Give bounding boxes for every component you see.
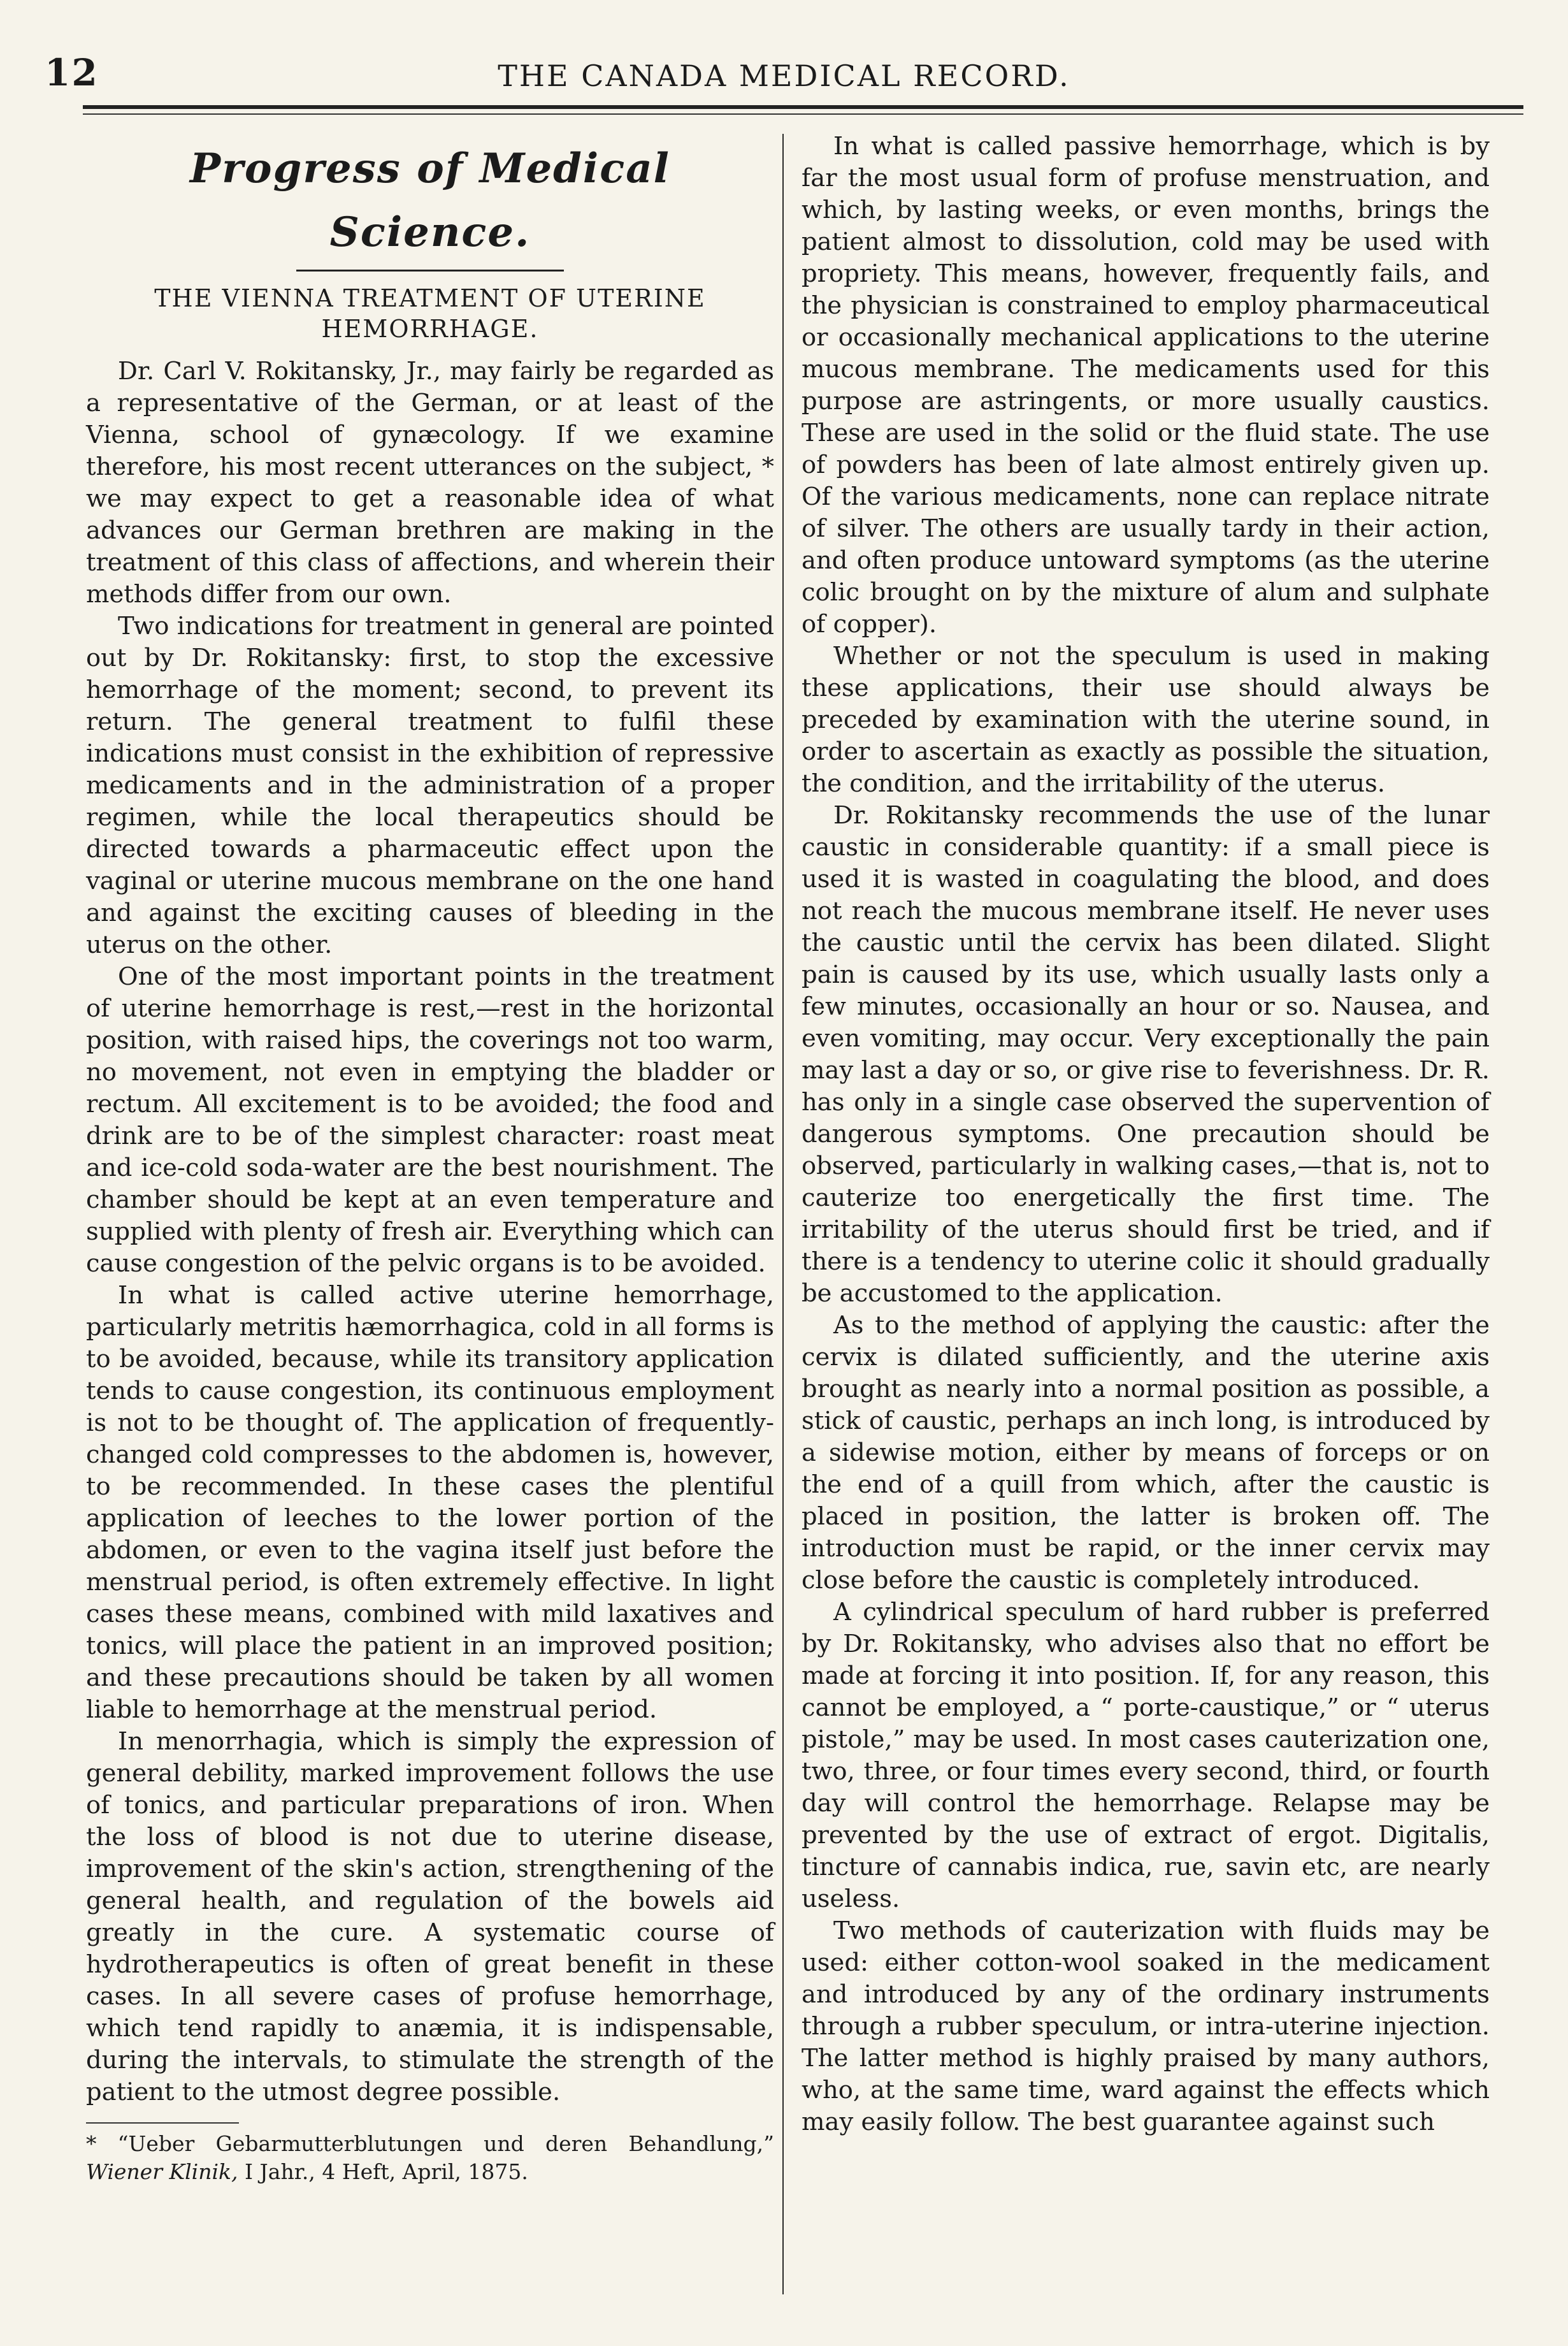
paragraph: In menorrhagia, which is simply the expression of general debility, marked improvement follows the use of tonics, and particular preparations of iron. When the loss of blood is not due to uterine disease, improvement of the skin's action, strengthening of the general health, and regulation of the bowels aid greatly in the cure. A systematic course of hydrotherapeutics is often of great benefit in these cases. In all severe cases of profuse hemorrhage, which tend rapidly to anæmia, it is indispensable, during the intervals, to stimulate the strength of the patient to the utmost degree possible. <box>86 1727 774 2106</box>
footnote-rule <box>86 2122 239 2124</box>
running-header <box>45 51 1523 102</box>
page-number: 12 <box>45 51 99 94</box>
section-heading: Progress of Medical Science. <box>190 145 670 256</box>
paragraph: One of the most important points in the treatment of uterine hemorrhage is rest,—rest in the horizontal position, with raised hips, the coverings not too warm, no movement, not even in emptying the bladder or rectum. All excitement is to be avoided; the food and drink are to be of the simplest character: roast meat and ice-cold soda-water are the best nourishment. The chamber should be kept at an even temperature and supplied with plenty of fresh air. Everything which can cause congestion of the pelvic organs is to be avoided. <box>86 962 774 1278</box>
paragraph: Whether or not the speculum is used in making these applications, their use should always be preceded by examination with the uterine sound, in order to ascertain as exactly as possible the situation, the condition, and the irritability of the uterus. <box>802 642 1490 798</box>
footnote-citation: * “Ueber Gebarmutterblutungen und deren Behandlung,” <box>86 2131 774 2156</box>
paragraph: In what is called active uterine hemorrhage, particularly metritis hæmorrhagica, cold in all forms is to be avoided, because, while its transitory application tends to cause congestion, its continuous employment is not to be thought of. The application of frequently-changed cold compresses to the abdomen is, however, to be recommended. In these cases the plentiful application of leeches to the lower portion of the abdomen, or even to the vagina itself just before the menstrual period, is often extremely effective. In light cases these means, combined with mild laxatives and tonics, will place the patient in an improved position; and these precautions should be taken by all women liable to hemorrhage at the menstrual period. <box>86 1281 774 1724</box>
article-title: THE VIENNA TREATMENT OF UTERINE HEMORRHAGE. <box>154 284 706 343</box>
footnote <box>86 2130 774 2186</box>
column-divider <box>782 134 784 2294</box>
paragraph: Dr. Carl V. Rokitansky, Jr., may fairly be regarded as a representative of the German, or at least of the Vienna, school of gynæcology. If we examine therefore, his most recent utterances on the subject, * we may expect to get a reasonable idea of what advances our German brethren are making in the treatment of this class of affections, and wherein their methods differ from our own. <box>86 357 774 609</box>
journal-title: THE CANADA MEDICAL RECORD. <box>498 59 1070 93</box>
paragraph: Dr. Rokitansky recommends the use of the lunar caustic in considerable quantity: if a small piece is used it is wasted in coagulating the blood, and does not reach the mucous membrane itself. He never uses the caustic until the cervix has been dilated. Slight pain is caused by its use, which usually lasts only a few minutes, occasionally an hour or so. Nausea, and even vomiting, may occur. Very exceptionally the pain may last a day or so, or give rise to feverishness. Dr. R. has only in a single case observed the supervention of dangerous symptoms. One precaution should be observed, particularly in walking cases,—that is, not to cauterize too energetically the first time. The irritability of the uterus should first be tried, and if there is a tendency to uterine colic it should gradually be accustomed to the application. <box>802 801 1490 1308</box>
footnote-journal: Wiener Klinik, <box>86 2159 238 2184</box>
right-column <box>802 131 1490 2138</box>
header-rule-thick <box>83 105 1523 109</box>
header-rule-thin <box>83 113 1523 115</box>
paragraph: Two methods of cauterization with fluids may be used: either cotton-wool soaked in the medicament and introduced by any of the ordinary instruments through a rubber speculum, or intra-uterine injection. The latter method is highly praised by many authors, who, at the same time, ward against the effects which may easily follow. The best guarantee against such <box>802 1916 1490 2136</box>
section-heading-rule <box>296 270 564 272</box>
paragraph: As to the method of applying the caustic: after the cervix is dilated sufficiently, and the uterine axis brought as nearly into a normal position as possible, a stick of caustic, perhaps an inch long, is introduced by a sidewise motion, either by means of forceps or on the end of a quill from which, after the caustic is placed in position, the latter is broken off. The introduction must be rapid, or the inner cervix may close before the caustic is completely introduced. <box>802 1311 1490 1595</box>
footnote-issue: I Jahr., 4 Heft, April, 1875. <box>245 2159 528 2184</box>
paragraph: In what is called passive hemorrhage, which is by far the most usual form of profuse menstruation, and which, by lasting weeks, or even months, brings the patient almost to dissolution, cold may be used with propriety. This means, however, frequently fails, and the physician is constrained to employ pharmaceutical or occasionally mechanical applications to the uterine mucous membrane. The medicaments used for this purpose are astringents, or more usually caustics. These are used in the solid or the fluid state. The use of powders has been of late almost entirely given up. Of the various medicaments, none can replace nitrate of silver. The others are usually tardy in their action, and often produce untoward symptoms (as the uterine colic brought on by the mixture of alum and sulphate of copper). <box>802 132 1490 639</box>
left-column <box>86 131 774 2186</box>
paragraph: A cylindrical speculum of hard rubber is preferred by Dr. Rokitansky, who advises also that no effort be made at forcing it into position. If, for any reason, this cannot be employed, a “ porte-caustique,” or “ uterus pistole,” may be used. In most cases cauterization one, two, three, or four times every second, third, or fourth day will control the hemorrhage. Relapse may be prevented by the use of extract of ergot. Digitalis, tincture of cannabis indica, rue, savin etc, are nearly useless. <box>802 1598 1490 1913</box>
paragraph: Two indications for treatment in general are pointed out by Dr. Rokitansky: first, to stop the excessive hemorrhage of the moment; second, to prevent its return. The general treatment to fulfil these indications must consist in the exhibition of repressive medicaments and in the administration of a proper regimen, while the local therapeutics should be directed towards a pharmaceutic effect upon the vaginal or uterine mucous membrane on the one hand and against the exciting causes of bleeding in the uterus on the other. <box>86 612 774 959</box>
